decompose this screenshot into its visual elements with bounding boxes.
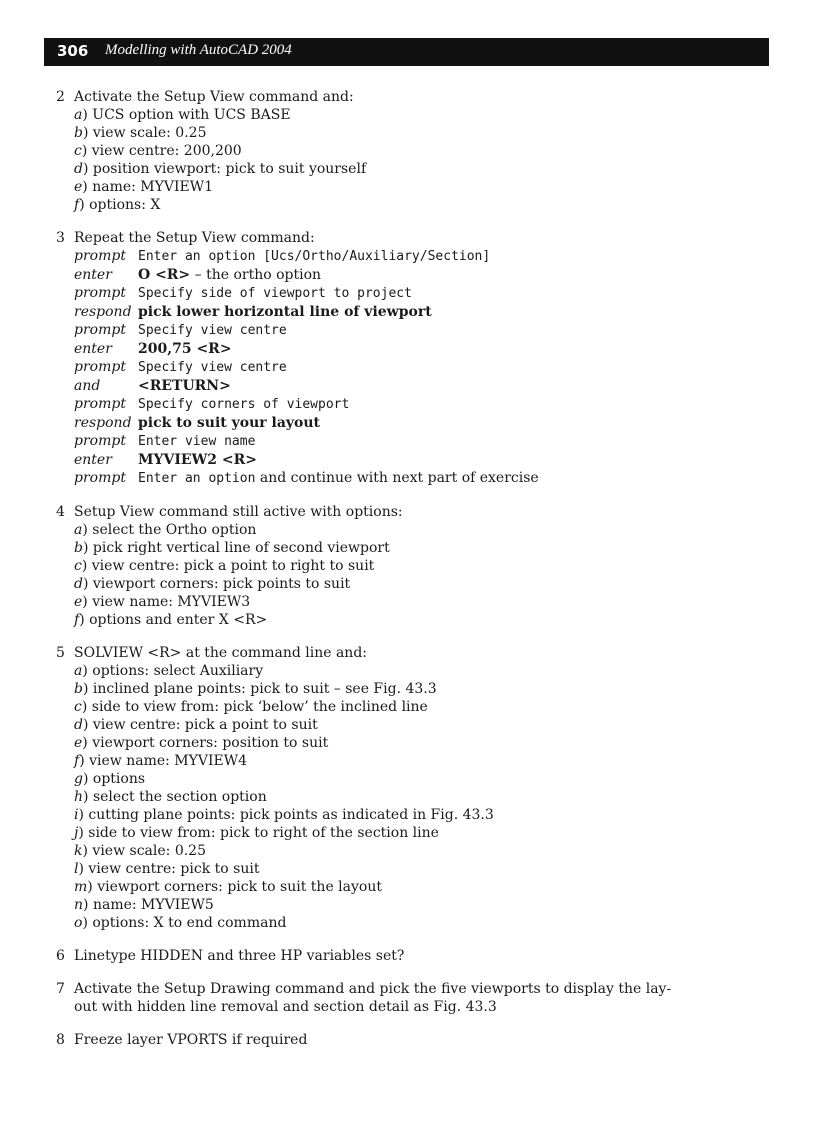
sub-item-text: cutting plane points: pick points as indicated in Fig. 43.3: [88, 807, 494, 823]
sub-item-letter: l: [74, 861, 79, 877]
sub-item-letter: b: [74, 540, 83, 556]
step-4: [56, 503, 756, 629]
dialog-text: [138, 247, 490, 266]
sub-item-letter: e: [74, 594, 83, 610]
sub-item: e) view name: MYVIEW3: [74, 594, 251, 610]
sub-item-text: options: X: [89, 197, 161, 213]
dialog-text: [138, 266, 321, 284]
dialog-line: [56, 303, 756, 321]
dialog-text: [138, 340, 232, 358]
sub-item-letter: e: [74, 179, 83, 195]
dialog-text: [138, 284, 412, 303]
sub-item: a) UCS option with UCS BASE: [74, 107, 291, 123]
sub-item: l) view centre: pick to suit: [74, 861, 260, 877]
sub-item-text: options: X to end command: [92, 915, 287, 931]
sub-item-letter: d: [74, 576, 83, 592]
step-number: 7: [56, 981, 65, 997]
sub-item-letter: c: [74, 699, 82, 715]
sub-item-letter: h: [74, 789, 84, 805]
sub-item: c) side to view from: pick ‘below’ the inclined line: [74, 699, 428, 715]
sub-item: a) options: select Auxiliary: [74, 663, 264, 679]
dialog-role: prompt: [74, 285, 126, 301]
step-text: Setup View command still active with options:: [74, 504, 403, 520]
page-content: [56, 88, 756, 1064]
dialog-text-part: 200,75 <R>: [138, 341, 232, 357]
sub-item-letter: g: [74, 771, 83, 787]
step-number: 5: [56, 645, 65, 661]
sub-item: j) side to view from: pick to right of the section line: [74, 825, 439, 841]
sub-item: m) viewport corners: pick to suit the layout: [74, 879, 382, 895]
dialog-text-part: O <R>: [138, 267, 191, 283]
dialog-line: [56, 247, 756, 266]
dialog-text: [138, 377, 231, 395]
step-8: [56, 1031, 756, 1049]
dialog-text-part: Specify view centre: [138, 323, 287, 338]
sub-item: d) view centre: pick a point to suit: [74, 717, 318, 733]
sub-item-text: select the Ortho option: [92, 522, 257, 538]
step-text: Freeze layer VPORTS if required: [74, 1032, 308, 1048]
sub-item: e) name: MYVIEW1: [74, 179, 214, 195]
step-number: 8: [56, 1032, 65, 1048]
sub-item-letter: a: [74, 522, 83, 538]
dialog-text: [138, 303, 432, 321]
step-5: [56, 644, 756, 932]
sub-item-text: options: [92, 771, 146, 787]
sub-item-letter: o: [74, 915, 83, 931]
sub-item-text: options: select Auxiliary: [92, 663, 264, 679]
sub-item-text: viewport corners: pick points to suit: [92, 576, 351, 592]
sub-item-letter: f: [74, 753, 80, 769]
dialog-text: [138, 395, 349, 414]
page-number: 306: [57, 42, 89, 60]
sub-item-list: [56, 662, 756, 932]
dialog-text-part: Enter an option [Ucs/Ortho/Auxiliary/Section]: [138, 249, 491, 264]
dialog-line: [56, 395, 756, 414]
sub-item: a) select the Ortho option: [74, 522, 257, 538]
dialog-role: respond: [74, 415, 132, 431]
dialog-line: [56, 377, 756, 395]
step-text-line-1: Activate the Setup Drawing command and pick the five viewports to display the lay-: [74, 981, 672, 997]
sub-item: c) view centre: 200,200: [74, 143, 242, 159]
dialog-line: [56, 451, 756, 469]
step-text: Linetype HIDDEN and three HP variables set?: [74, 948, 405, 964]
sub-item: o) options: X to end command: [74, 915, 287, 931]
dialog-line: [56, 358, 756, 377]
sub-item-letter: n: [74, 897, 84, 913]
step-6: [56, 947, 756, 965]
sub-item: g) options: [74, 771, 146, 787]
dialog-line: [56, 432, 756, 451]
sub-item-letter: a: [74, 663, 83, 679]
sub-item: b) pick right vertical line of second viewport: [74, 540, 390, 556]
step-3: [56, 229, 756, 488]
sub-item: d) viewport corners: pick points to suit: [74, 576, 351, 592]
dialog-line: [56, 414, 756, 432]
command-dialog: [56, 247, 756, 488]
dialog-role: prompt: [74, 359, 126, 375]
sub-item-list: [56, 106, 756, 214]
sub-item-list: [56, 521, 756, 629]
sub-item-letter: m: [74, 879, 88, 895]
sub-item-text: view name: MYVIEW3: [92, 594, 251, 610]
sub-item: i) cutting plane points: pick points as indicated in Fig. 43.3: [74, 807, 494, 823]
step-number: 3: [56, 230, 65, 246]
step-text: Activate the Setup View command and:: [74, 89, 354, 105]
sub-item-text: view scale: 0.25: [92, 125, 207, 141]
dialog-text-part: pick to suit your layout: [138, 415, 321, 431]
sub-item-letter: b: [74, 125, 83, 141]
dialog-text: [138, 432, 255, 451]
sub-item: k) view scale: 0.25: [74, 843, 206, 859]
sub-item-text: viewport corners: pick to suit the layout: [97, 879, 382, 895]
step-number: 4: [56, 504, 65, 520]
sub-item-text: side to view from: pick to right of the section line: [88, 825, 439, 841]
dialog-text-part: Specify view centre: [138, 360, 287, 375]
dialog-line: [56, 284, 756, 303]
sub-item: d) position viewport: pick to suit yourself: [74, 161, 367, 177]
running-title: Modelling with AutoCAD 2004: [105, 42, 292, 58]
running-header: [44, 38, 769, 66]
step-number: 2: [56, 89, 65, 105]
sub-item-letter: k: [74, 843, 83, 859]
sub-item-text: view centre: pick to suit: [88, 861, 260, 877]
dialog-role: prompt: [74, 322, 126, 338]
dialog-text-part: – the ortho option: [190, 267, 322, 283]
dialog-line: [56, 266, 756, 284]
sub-item: n) name: MYVIEW5: [74, 897, 214, 913]
sub-item: b) inclined plane points: pick to suit – see Fig. 43.3: [74, 681, 437, 697]
dialog-text-part: Enter view name: [138, 434, 256, 449]
dialog-text-part: Specify corners of viewport: [138, 397, 350, 412]
sub-item-text: side to view from: pick ‘below’ the inclined line: [91, 699, 428, 715]
sub-item-text: position viewport: pick to suit yourself: [92, 161, 367, 177]
sub-item-letter: c: [74, 558, 82, 574]
sub-item-text: view scale: 0.25: [92, 843, 206, 859]
sub-item: c) view centre: pick a point to right to suit: [74, 558, 375, 574]
sub-item: b) view scale: 0.25: [74, 125, 207, 141]
dialog-text: [138, 451, 257, 469]
dialog-line: [56, 321, 756, 340]
sub-item-text: select the section option: [92, 789, 267, 805]
dialog-text: [138, 321, 287, 340]
sub-item-letter: a: [74, 107, 83, 123]
dialog-text-part: <RETURN>: [138, 378, 231, 394]
dialog-role: prompt: [74, 470, 126, 486]
sub-item-text: viewport corners: position to suit: [92, 735, 329, 751]
step-text: SOLVIEW <R> at the command line and:: [74, 645, 368, 661]
sub-item-letter: b: [74, 681, 83, 697]
dialog-role: enter: [74, 452, 112, 468]
sub-item: h) select the section option: [74, 789, 267, 805]
step-7: [56, 980, 756, 1016]
dialog-role: and: [74, 378, 101, 394]
sub-item-text: view centre: 200,200: [91, 143, 242, 159]
dialog-text-part: and continue with next part of exercise: [255, 470, 539, 486]
sub-item-text: view name: MYVIEW4: [89, 753, 248, 769]
sub-item-text: name: MYVIEW5: [92, 897, 214, 913]
dialog-role: enter: [74, 267, 112, 283]
sub-item-text: inclined plane points: pick to suit – see Fig. 43.3: [92, 681, 437, 697]
dialog-text: [138, 358, 287, 377]
sub-item-text: UCS option with UCS BASE: [92, 107, 291, 123]
sub-item-text: pick right vertical line of second viewport: [92, 540, 390, 556]
sub-item-text: name: MYVIEW1: [92, 179, 214, 195]
dialog-role: prompt: [74, 433, 126, 449]
dialog-line: [56, 340, 756, 358]
sub-item: f) view name: MYVIEW4: [74, 753, 248, 769]
sub-item-letter: d: [74, 161, 83, 177]
step-2: [56, 88, 756, 214]
dialog-line: [56, 469, 756, 488]
sub-item-letter: d: [74, 717, 83, 733]
dialog-text-part: MYVIEW2 <R>: [138, 452, 258, 468]
sub-item-letter: j: [74, 825, 79, 841]
sub-item-text: view centre: pick a point to suit: [92, 717, 318, 733]
dialog-text-part: Specify side of viewport to project: [138, 286, 412, 301]
dialog-role: enter: [74, 341, 112, 357]
dialog-text-part: Enter an option: [138, 471, 256, 486]
sub-item: f) options and enter X <R>: [74, 612, 268, 628]
dialog-role: respond: [74, 304, 132, 320]
sub-item: e) viewport corners: position to suit: [74, 735, 329, 751]
sub-item-letter: c: [74, 143, 82, 159]
dialog-text: [138, 469, 539, 488]
dialog-role: prompt: [74, 396, 126, 412]
sub-item-letter: f: [74, 612, 80, 628]
dialog-role: prompt: [74, 248, 126, 264]
sub-item-text: view centre: pick a point to right to suit: [91, 558, 375, 574]
step-text-line-2: out with hidden line removal and section detail as Fig. 43.3: [74, 999, 497, 1015]
dialog-text: [138, 414, 320, 432]
sub-item-letter: e: [74, 735, 83, 751]
step-number: 6: [56, 948, 65, 964]
step-text: Repeat the Setup View command:: [74, 230, 315, 246]
sub-item: f) options: X: [74, 197, 161, 213]
sub-item-letter: i: [74, 807, 79, 823]
dialog-text-part: pick lower horizontal line of viewport: [138, 304, 432, 320]
sub-item-text: options and enter X <R>: [89, 612, 268, 628]
sub-item-letter: f: [74, 197, 80, 213]
